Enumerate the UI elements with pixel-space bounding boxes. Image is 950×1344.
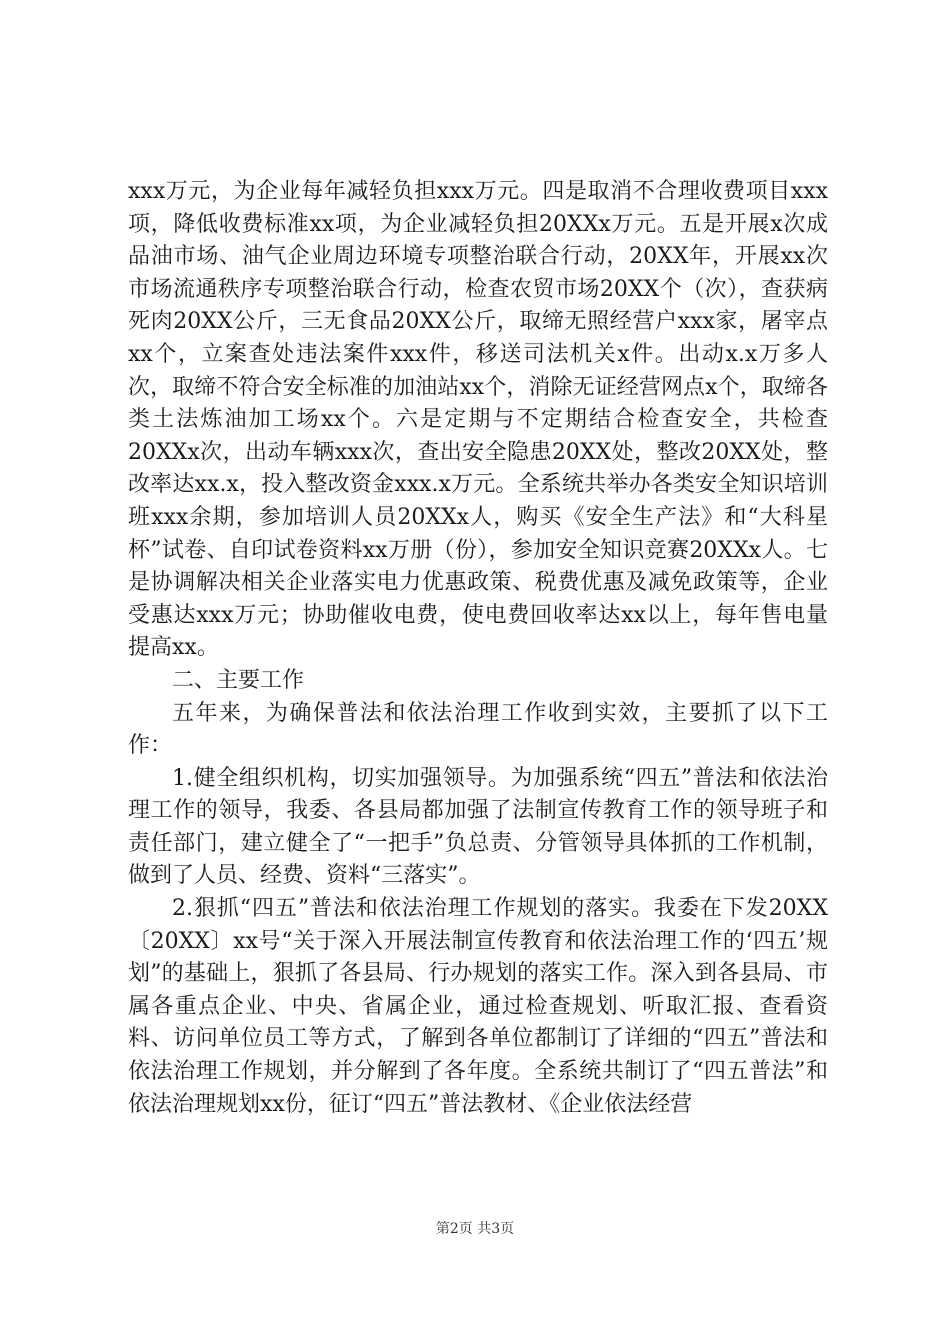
document-body: [128, 176, 828, 1121]
paragraph-intro: 五年来，为确保普法和依法治理工作收到实效，主要抓了以下工作：: [128, 700, 828, 759]
paragraph-item-2: 2.狠抓“四五”普法和依法治理工作规划的落实。我委在下发20XX〔20XX〕xx号“关于深入开展法制宣传教育和依法治理工作的‘四五’规划”的基础上，狠抓了各县局、行办规划的落实工作。深入到各县局、市属各重点企业、中央、省属企业，通过检查规划、听取汇报、查看资料、访问单位员工等方式，了解到各单位都制订了详细的“四五”普法和依法治理工作规划，并分解到了各年度。全系统共制订了“四五普法”和依法治理规划xx份，征订“四五”普法教材、《企业依法经营: [128, 896, 828, 1117]
paragraph-item-1: 1.健全组织机构，切实加强领导。为加强系统“四五”普法和依法治理工作的领导，我委、各县局都加强了法制宣传教育工作的领导班子和责任部门，建立健全了“一把手”负总责、分管领导具体抓的工作机制，做到了人员、经费、资料“三落实”。: [128, 765, 828, 889]
paragraph-continuation: xxx万元，为企业每年减轻负担xxx万元。四是取消不合理收费项目xxx项，降低收费标准xx项，为企业减轻负担20XXx万元。五是开展x次成品油市场、油气企业周边环境专项整治联合行动，20XX年，开展xx次市场流通秩序专项整治联合行动，检查农贸市场20XX个（次），查获病死肉20XX公斤，三无食品20XX公斤，取缔无照经营户xxx家，屠宰点xx个，立案查处违法案件xxx件，移送司法机关x件。出动x.x万多人次，取缔不符合安全标准的加油站xx个，消除无证经营网点x个，取缔各类土法炼油加工场xx个。六是定期与不定期结合检查安全，共检查20XXx次，出动车辆xxx次，查出安全隐患20XX处，整改20XX处，整改率达xx.x，投入整改资金xxx.x万元。全系统共举办各类安全知识培训班xxx余期，参加培训人员20XXx人，购买《安全生产法》和“大科星杯”试卷、自印试卷资料xx万册（份），参加安全知识竞赛20XXx人。七是协调解决相关企业落实电力优惠政策、税费优惠及减免政策等，企业受惠达xxx万元；协助催收电费，使电费回收率达xx以上，每年售电量提高xx。: [128, 179, 828, 661]
section-heading: 二、主要工作: [172, 667, 305, 693]
page-footer: 第2页 共3页: [435, 1221, 515, 1237]
